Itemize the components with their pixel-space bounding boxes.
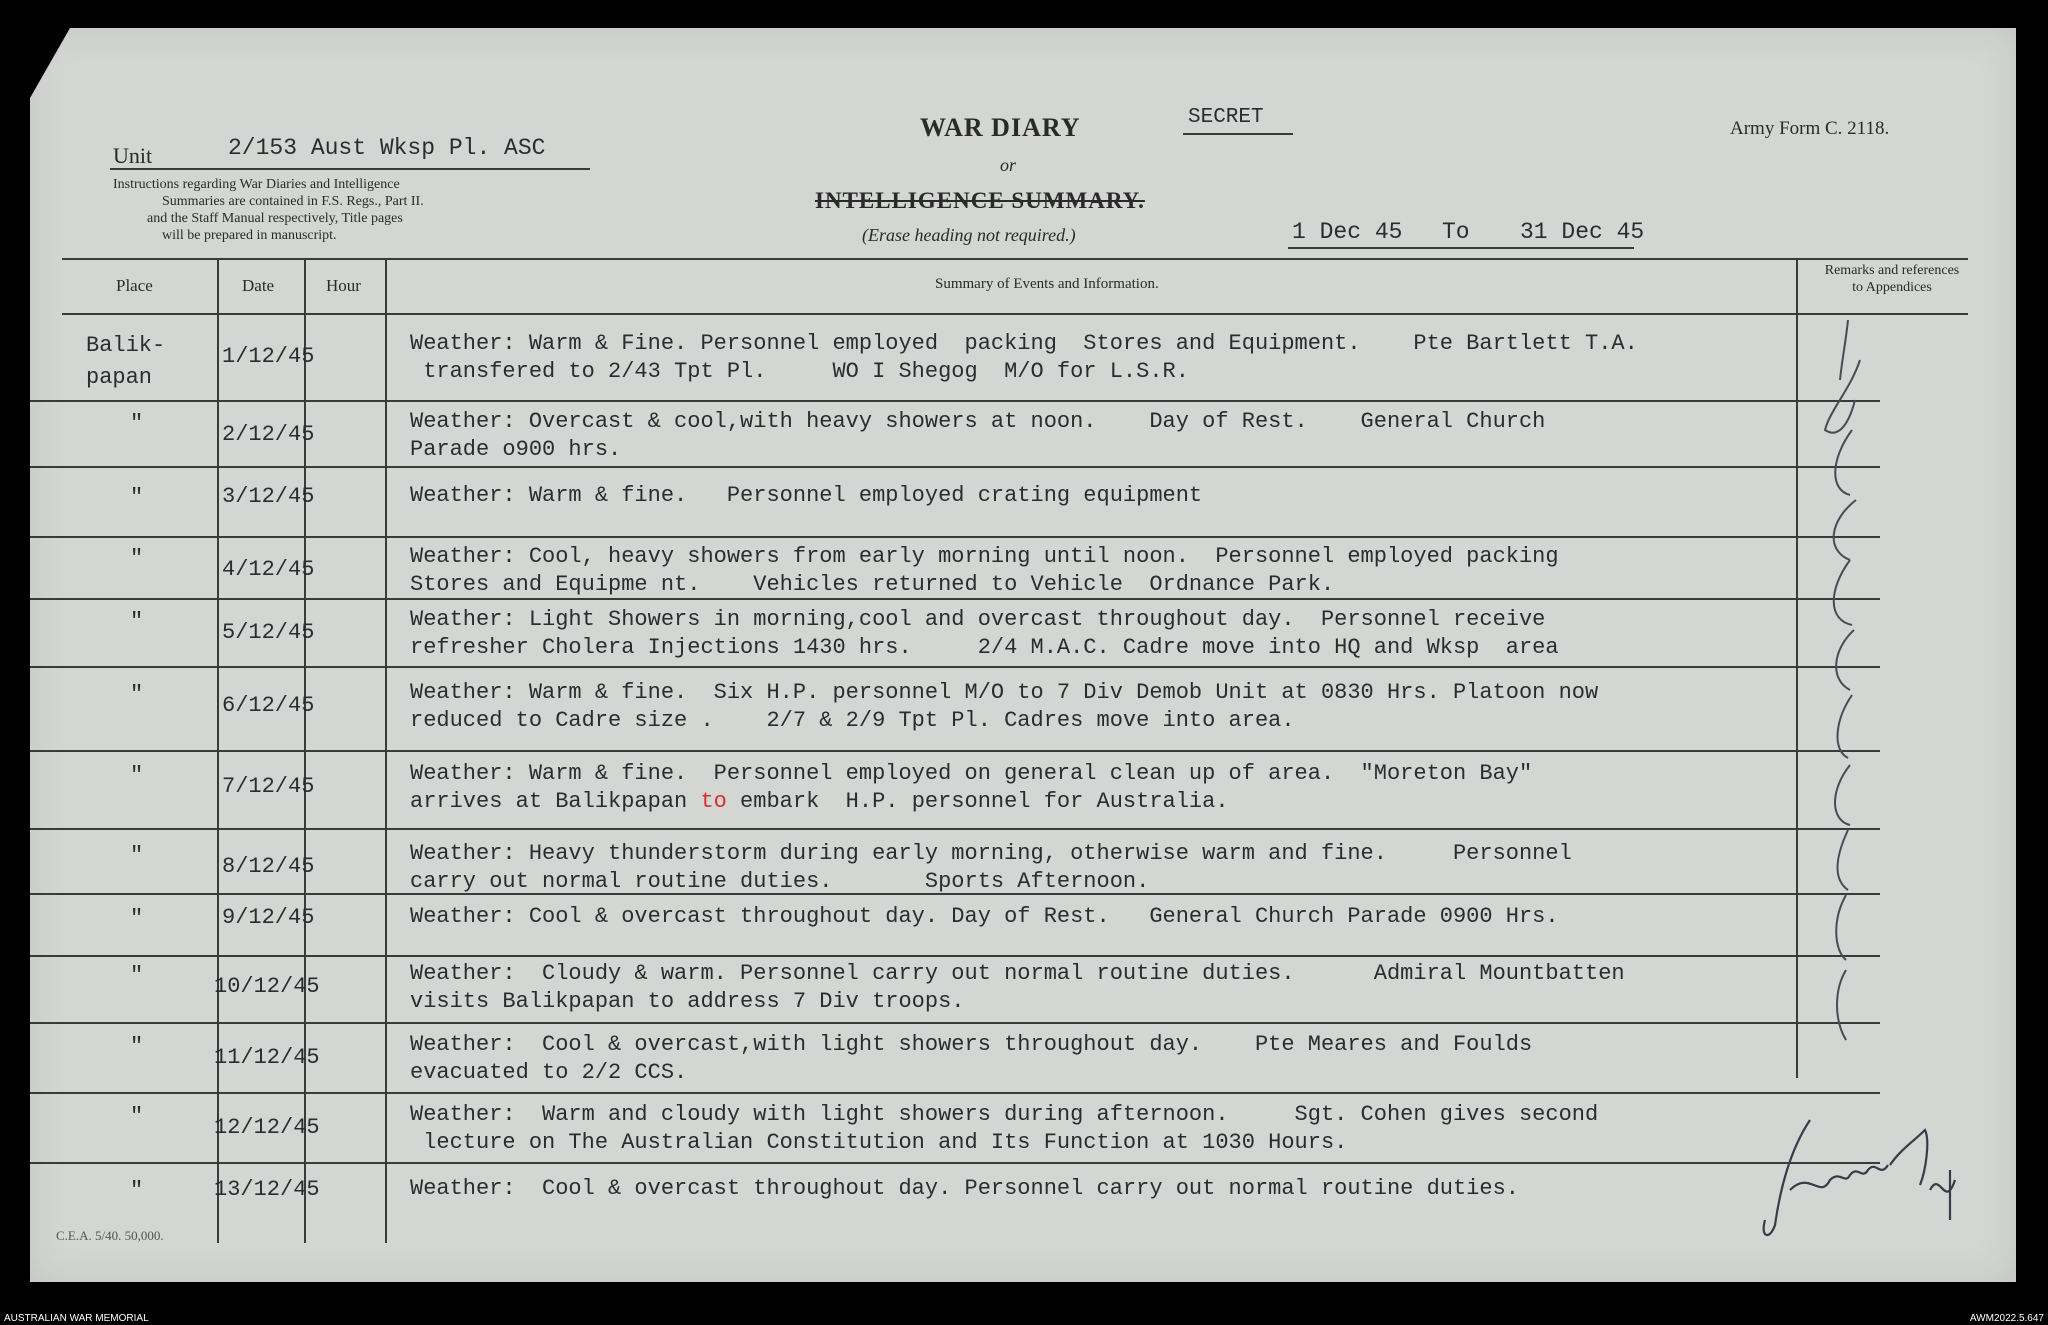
footer-accession: AWM2022.5.647 <box>1969 1313 2044 1324</box>
entry-place: " <box>130 1104 144 1129</box>
initial-mark <box>1837 695 1852 758</box>
footer-credit: AUSTRALIAN WAR MEMORIAL <box>4 1313 149 1324</box>
entry-summary <box>410 1101 1598 1157</box>
entry-summary-line: Weather: Cool & overcast throughout day. Personnel carry out normal routine duties. <box>410 1176 1519 1201</box>
entry-summary <box>410 330 1638 386</box>
signature-note <box>1890 1200 1895 1202</box>
table-header-border <box>62 313 1968 315</box>
entry-place: " <box>130 906 144 931</box>
column-header-hour: Hour <box>326 276 361 295</box>
entry-summary <box>410 543 1559 599</box>
entry-summary <box>410 960 1625 1016</box>
row-separator <box>30 955 1880 957</box>
entry-place: " <box>130 485 144 510</box>
entry-summary <box>410 408 1545 464</box>
entry-summary-line: transfered to 2/43 Tpt Pl. WO I Shegog M/O for L.S.R. <box>410 359 1189 384</box>
entry-summary-line: refresher Cholera Injections 1430 hrs. 2/4 M.A.C. Cadre move into HQ and Wksp area <box>410 635 1559 660</box>
entry-place: " <box>130 963 144 988</box>
unit-underline <box>110 168 590 170</box>
or-label: or <box>1000 155 1017 175</box>
row-separator <box>30 1162 1880 1164</box>
column-header-summary: Summary of Events and Information. <box>935 276 1159 292</box>
row-separator <box>30 828 1880 830</box>
initial-mark <box>1834 560 1852 625</box>
entry-date: 6/12/45 <box>222 693 315 718</box>
entry-place: Balik- papan <box>86 333 166 390</box>
entry-summary-line: Weather: Cloudy & warm. Personnel carry out normal routine duties. Admiral Mountbatten <box>410 961 1625 986</box>
entry-summary-line: visits Balikpapan to address 7 Div troops. <box>410 989 965 1014</box>
entry-summary <box>410 760 1532 816</box>
entry-date: 12/12/45 <box>214 1115 320 1140</box>
entry-summary <box>410 482 1202 510</box>
instructions-line-2: Summaries are contained in F.S. Regs., Part II. <box>162 194 424 209</box>
row-separator <box>30 1022 1880 1024</box>
unit-value: 2/153 Aust Wksp Pl. ASC <box>228 135 546 161</box>
entry-summary-line: reduced to Cadre size . 2/7 & 2/9 Tpt Pl. Cadres move into area. <box>410 708 1295 733</box>
entry-summary-line: Weather: Overcast & cool,with heavy showers at noon. Day of Rest. General Church <box>410 409 1546 434</box>
entry-date: 9/12/45 <box>222 905 315 930</box>
period-from: 1 Dec 45 <box>1292 219 1403 245</box>
row-separator <box>30 1092 1880 1094</box>
entry-place: " <box>130 546 144 571</box>
entry-date: 5/12/45 <box>222 620 315 645</box>
instructions-line-3: and the Staff Manual respectively, Title pages <box>147 211 403 226</box>
entry-summary-line: Weather: Cool & overcast throughout day. Day of Rest. General Church Parade 0900 Hrs. <box>410 904 1559 929</box>
period-underline <box>1288 247 1634 249</box>
entry-summary-line: Weather: Warm & fine. Personnel employed on general clean up of area. "Moreton Bay" <box>410 761 1533 786</box>
entry-place: " <box>130 609 144 634</box>
entry-summary-line: Weather: Cool, heavy showers from early morning until noon. Personnel employed packing <box>410 544 1559 569</box>
entry-date: 13/12/45 <box>214 1177 320 1202</box>
secret-stamp: SECRET <box>1188 106 1264 129</box>
entry-place: " <box>130 763 144 788</box>
initial-mark <box>1834 500 1856 560</box>
entry-summary-line: Weather: Warm and cloudy with light showers during afternoon. Sgt. Cohen gives second <box>410 1102 1599 1127</box>
initial-mark <box>1835 430 1852 495</box>
row-separator <box>30 666 1880 668</box>
instructions-line-1: Instructions regarding War Diaries and Intelligence <box>113 177 400 192</box>
entry-summary-line: Weather: Light Showers in morning,cool and overcast throughout day. Personnel receive <box>410 607 1546 632</box>
signature-name <box>1805 1150 1813 1152</box>
initial-mark <box>1835 765 1850 825</box>
entry-date: 4/12/45 <box>222 557 315 582</box>
initial-mark <box>1836 895 1846 960</box>
instructions-line-4: will be prepared in manuscript. <box>162 228 337 243</box>
entry-summary <box>410 1031 1532 1087</box>
entry-date: 10/12/45 <box>214 974 320 999</box>
entry-summary-line: lecture on The Australian Constitution and Its Function at 1030 Hours. <box>410 1130 1348 1155</box>
entry-summary-line: Weather: Heavy thunderstorm during early morning, otherwise warm and fine. Personnel <box>410 841 1572 866</box>
entry-place: " <box>130 411 144 436</box>
page-title: WAR DIARY <box>920 113 1081 142</box>
entry-summary-line: Parade o900 hrs. <box>410 437 622 462</box>
torn-corner <box>30 28 70 98</box>
row-separator <box>30 400 1880 402</box>
column-header-place: Place <box>116 276 153 295</box>
secret-underline <box>1183 133 1293 135</box>
entry-summary <box>410 679 1598 735</box>
intelligence-summary-heading: INTELLIGENCE SUMMARY. <box>815 188 1145 213</box>
entry-summary <box>410 606 1559 662</box>
entry-date: 7/12/45 <box>222 774 315 799</box>
entry-date: 1/12/45 <box>222 344 315 369</box>
entry-summary <box>410 1175 1519 1203</box>
column-header-remarks: Remarks and references to Appendices <box>1824 263 1960 295</box>
entry-summary-line: carry out normal routine duties. Sports Afternoon. <box>410 869 1150 894</box>
entry-summary-line: Weather: Warm & Fine. Personnel employed packing Stores and Equipment. Pte Bartlett T.A. <box>410 331 1638 356</box>
entry-date: 2/12/45 <box>222 422 315 447</box>
row-separator <box>30 466 1880 468</box>
erase-note: (Erase heading not required.) <box>862 225 1076 245</box>
entry-date: 8/12/45 <box>222 854 315 879</box>
army-form-label: Army Form C. 2118. <box>1730 118 1890 139</box>
entry-summary-line: evacuated to 2/2 CCS. <box>410 1060 688 1085</box>
entry-place: " <box>130 1034 144 1059</box>
entry-summary <box>410 840 1572 896</box>
period-to-label: To <box>1442 219 1470 245</box>
row-separator <box>30 750 1880 752</box>
entry-place: " <box>130 1178 144 1203</box>
entry-date: 11/12/45 <box>214 1045 320 1070</box>
table-top-border <box>62 258 1968 260</box>
entry-summary-line: Weather: Warm & fine. Personnel employed crating equipment <box>410 483 1203 508</box>
entry-summary-line: Weather: Warm & fine. Six H.P. personnel M/O to 7 Div Demob Unit at 0830 Hrs. Platoon now <box>410 680 1599 705</box>
entry-summary <box>410 903 1559 931</box>
signature <box>1750 1110 1980 1250</box>
print-code: C.E.A. 5/40. 50,000. <box>56 1228 164 1243</box>
entry-summary-line: Stores and Equipme nt. Vehicles returned to Vehicle Ordnance Park. <box>410 572 1335 597</box>
remarks-initials <box>1790 320 1910 1090</box>
entry-date: 3/12/45 <box>222 484 315 509</box>
unit-label: Unit <box>113 143 153 168</box>
entry-place: " <box>130 843 144 868</box>
entry-place: " <box>130 682 144 707</box>
entry-summary-line: Weather: Cool & overcast,with light showers throughout day. Pte Meares and Foulds <box>410 1032 1533 1057</box>
initial-mark <box>1838 830 1849 890</box>
row-separator <box>30 536 1880 538</box>
initial-mark <box>1836 630 1854 690</box>
entry-summary-line: arrives at Balikpapan to embark H.P. personnel for Australia. <box>410 789 1229 814</box>
initial-mark <box>1825 360 1860 433</box>
initial-mark <box>1837 970 1846 1040</box>
period-to: 31 Dec 45 <box>1520 219 1645 245</box>
initial-mark <box>1840 320 1848 380</box>
column-header-date: Date <box>242 276 275 295</box>
